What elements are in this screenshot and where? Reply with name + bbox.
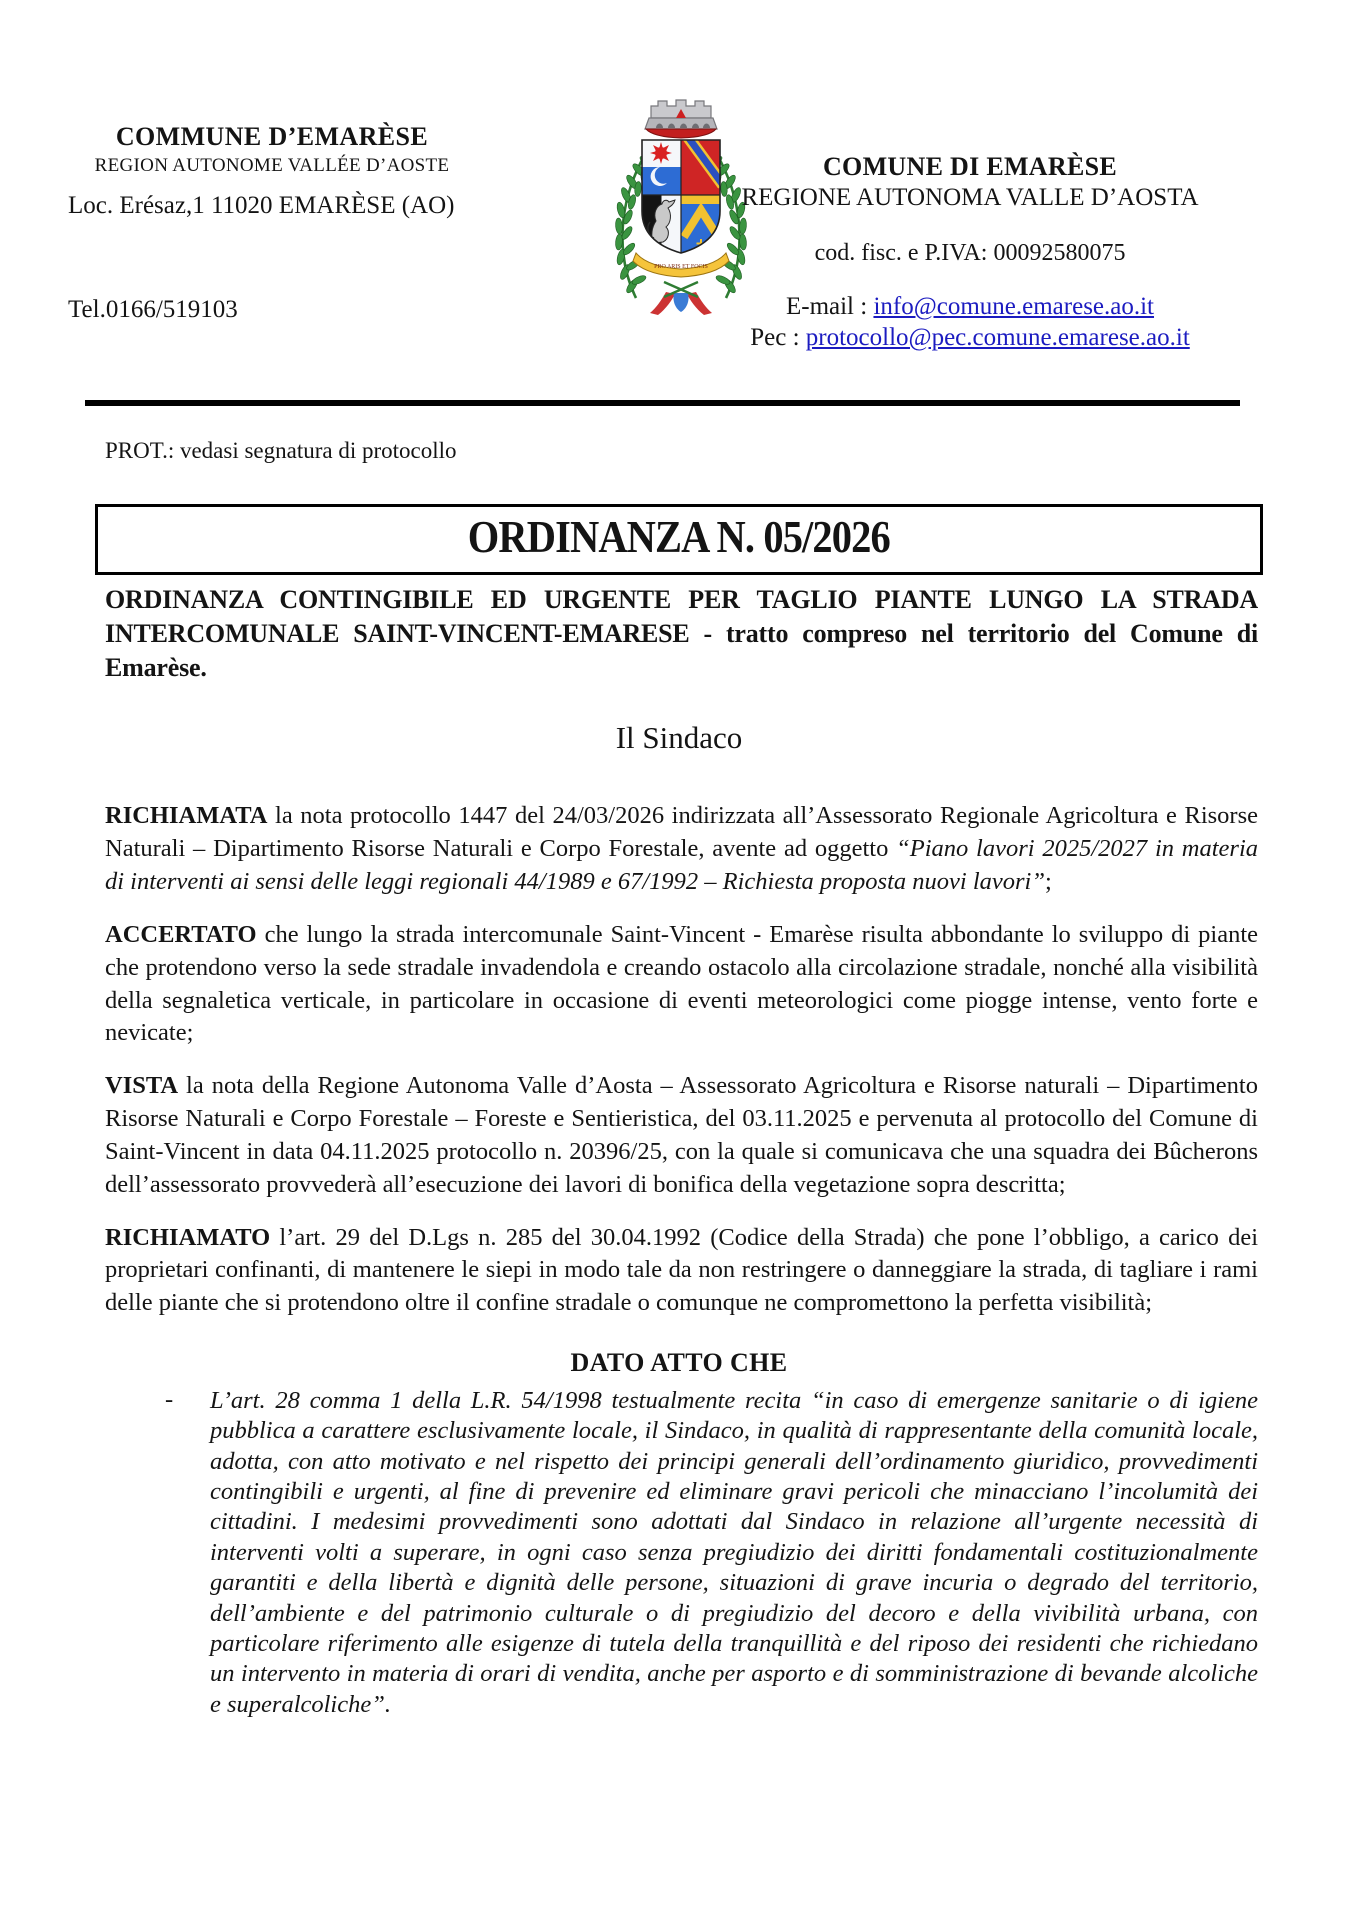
motto-text: PRO ARIS ET FOCIS (654, 264, 708, 270)
pec-label: Pec : (750, 324, 806, 351)
recital-quote: “Piano lavori 2025/2027 in materia di interventi ai sensi delle leggi regionali 44/1989 e 67/1992 – Richiesta proposta nuovi lavori” (105, 835, 1258, 896)
recital-tail: ; (1044, 868, 1052, 896)
ordinance-subject: ORDINANZA CONTINGIBILE ED URGENTE PER TAGLIO PIANTE LUNGO LA STRADA INTERCOMUNALE SAINT-VINCENT-EMARESE - tratto compreso nel territorio del Comune di Emarèse. (105, 585, 1258, 682)
email-link[interactable]: info@comune.emarese.ao.it (873, 293, 1155, 320)
letterhead (0, 0, 1358, 400)
email-row (650, 293, 1290, 321)
commune-address: Loc. Erésaz,1 11020 EMARÈSE (AO) (68, 192, 455, 219)
letterhead-left-french (62, 122, 482, 177)
recital-body: la nota della Regione Autonoma Valle d’Aosta – Assessorato Agricoltura e Risorse naturali – Dipartimento Risorse Naturali e Corpo Forestale – Foreste e Sentieristica, del 03.11.2025 e pervenuta al protocollo del Comune di Saint-Vincent in data 04.11.2025 protocollo n. 20396/25, con la quale si comunicava che una squadra dei Bûcherons dell’assessorato provvederà all’esecuzione dei lavori di bonifica della vegetazione sopra descritta; (105, 1072, 1258, 1198)
dato-atto-heading: DATO ATTO CHE (570, 1347, 788, 1377)
dato-atto-list-item (165, 1386, 1258, 1720)
list-dash-bullet: - (165, 1385, 174, 1413)
ordinance-title-box (95, 504, 1263, 575)
mural-crown (645, 100, 717, 138)
commune-title-it: COMUNE DI EMARÈSE (822, 152, 1117, 181)
region-subtitle-fr: REGION AUTONOME VALLÉE D’AOSTE (94, 155, 450, 176)
recital-vista (105, 1070, 1258, 1201)
protocol-line: PROT.: vedasi segnatura di protocollo (105, 438, 457, 463)
email-label: E-mail : (785, 293, 874, 320)
ordinance-number-title: ORDINANZA N. 05/2026 (467, 511, 891, 562)
region-subtitle-it: REGIONE AUTONOMA VALLE D’AOSTA (741, 184, 1199, 211)
pec-link[interactable]: protocollo@pec.comune.emarese.ao.it (805, 324, 1190, 351)
recital-richiamata (105, 800, 1258, 898)
fiscal-code: cod. fisc. e P.IVA: 00092580075 (814, 240, 1126, 266)
letterhead-right-italian (650, 152, 1290, 352)
issuer-heading: Il Sindaco (615, 720, 743, 756)
recital-lead-word: RICHIAMATO (105, 1223, 271, 1251)
recital-body: che lungo la strada intercomunale Saint-Vincent - Emarèse risulta abbondante lo sviluppo di piante che protendono verso la sede stradale invadendola e creando ostacolo alla circolazione stradale, nonché alla visibilità della segnaletica verticale, in particolare in occasione di eventi meteorologici come piogge intense, vento forte e nevicate; (105, 920, 1258, 1047)
pec-row (650, 324, 1290, 352)
header-divider-rule (85, 400, 1240, 406)
recital-lead-word: RICHIAMATA (105, 802, 268, 830)
recital-body: l’art. 29 del D.Lgs n. 285 del 30.04.1992 (Codice della Strada) che pone l’obbligo, a carico dei proprietari confinanti, di mantenere le siepi in modo tale da non restringere o danneggiare la strada, di tagliare i rami delle piante che si protendono oltre il confine stradale o comunque ne compromettono la perfetta visibilità; (105, 1223, 1258, 1317)
commune-title-fr: COMMUNE D’EMARÈSE (115, 122, 429, 151)
commune-phone: Tel.0166/519103 (68, 296, 238, 323)
recital-richiamato (105, 1222, 1258, 1320)
list-item-text: L’art. 28 comma 1 della L.R. 54/1998 testualmente recita “in caso di emergenze sanitarie o di igiene pubblica a carattere esclusivamente locale, il Sindaco, in qualità di rappresentante della comunità locale, adotta, con atto motivato e nel rispetto dei principi generali dell’ordinamento giuridico, provvedimenti contingibili e urgenti, al fine di prevenire ed eliminare gravi pericoli che minacciano l’incolumità dei cittadini. I medesimi provvedimenti sono adottati dal Sindaco in relazione all’urgente necessità di interventi volti a superare, in ogni caso senza pregiudizio dei diritti fondamentali costituzionalmente garantiti e della libertà e dignità delle persone, situazioni di grave incuria o degrado del territorio, dell’ambiente e del patrimonio culturale o di pregiudizio del decoro e della vivibilità urbana, con particolare riferimento alle esigenze di tutela della tranquillità e del riposo dei residenti che richiedano un intervento in materia di orari di vendita, anche per asporto e di somministrazione di bevande alcoliche e superalcoliche”. (210, 1386, 1258, 1718)
recital-lead-word: ACCERTATO (105, 920, 257, 948)
recital-accertato (105, 919, 1258, 1050)
recital-lead-word: VISTA (105, 1072, 179, 1100)
recital-body: la nota protocollo 1447 del 24/03/2026 indirizzata all’Assessorato Regionale Agricoltura e Risorse Naturali – Dipartimento Risorse Naturali e Corpo Forestale, avente ad oggetto (105, 802, 1258, 863)
